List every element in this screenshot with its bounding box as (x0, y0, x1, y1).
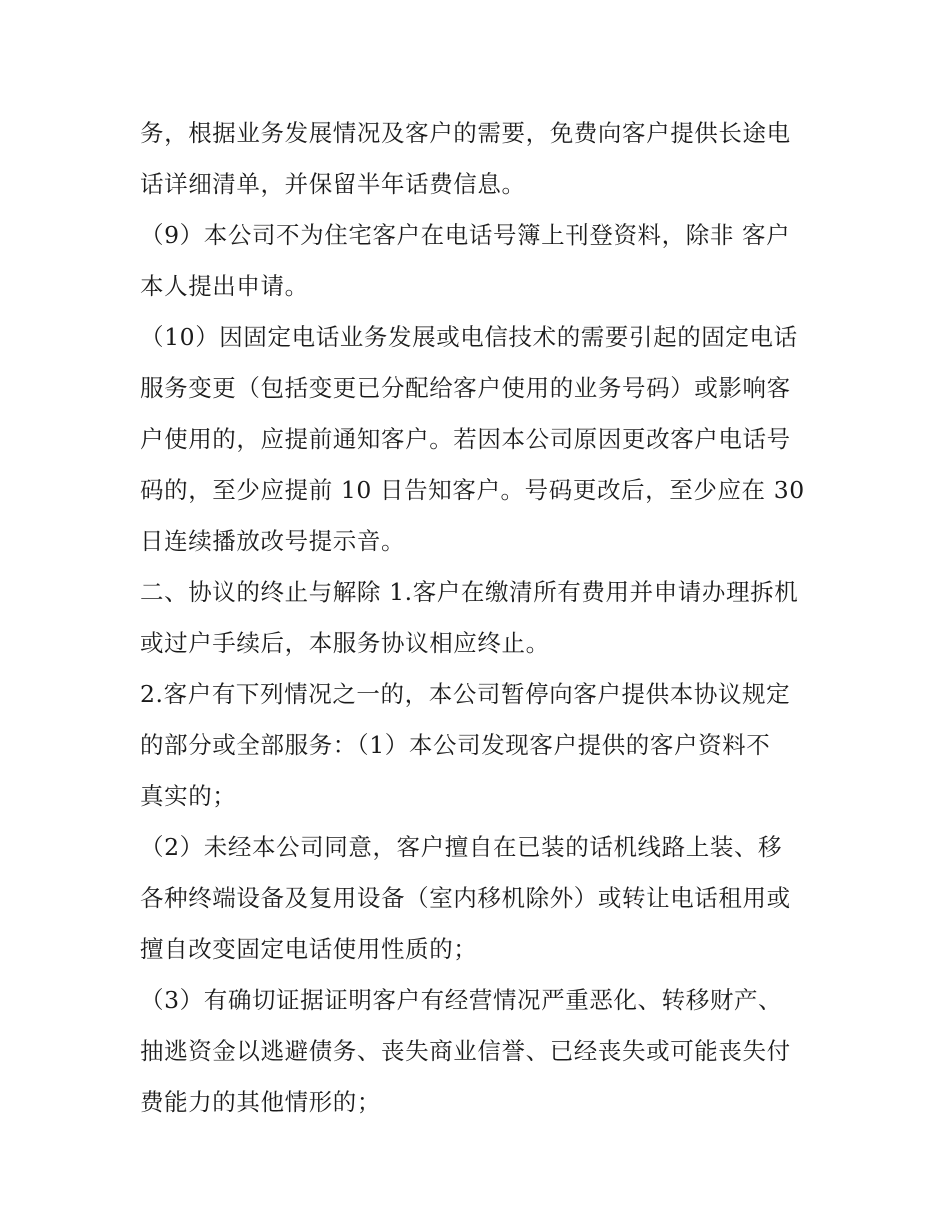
text-line: 的部分或全部服务：（1）本公司发现客户提供的客户资料不 (140, 731, 771, 759)
text-line: 抽逃资金以逃避债务、丧失商业信誉、已经丧失或可能丧失付 (140, 1037, 791, 1065)
document-body (140, 108, 820, 1128)
text-line: 户使用的，应提前通知客户。若因本公司原因更改客户电话号 (140, 425, 791, 453)
text-line: 或过户手续后，本服务协议相应终止。 (140, 629, 550, 657)
text-line: （9）本公司不为住宅客户在电话号簿上刊登资料，除非 客户 (140, 221, 791, 249)
text-line: 真实的； (140, 782, 237, 810)
text-line: 服务变更（包括变更已分配给客户使用的业务号码）或影响客 (140, 374, 791, 402)
text-line: 本人提出申请。 (140, 272, 309, 300)
text-line: （10）因固定电话业务发展或电信技术的需要引起的固定电话 (140, 323, 798, 351)
text-line: 费能力的其他情形的； (140, 1088, 381, 1116)
text-line: （3）有确切证据证明客户有经营情况严重恶化、转移财产、 (140, 986, 783, 1014)
text-line: 务，根据业务发展情况及客户的需要，免费向客户提供长途电 (140, 119, 791, 147)
text-line: 二、协议的终止与解除 1.客户在缴清所有费用并申请办理拆机 (140, 578, 799, 606)
text-line: 日连续播放改号提示音。 (140, 527, 406, 555)
text-line: （2）未经本公司同意，客户擅自在已装的话机线路上装、移 (140, 833, 783, 861)
text-line: 码的，至少应提前 10 日告知客户。号码更改后，至少应在 30 (140, 476, 805, 504)
text-line: 话详细清单，并保留半年话费信息。 (140, 170, 526, 198)
text-line: 2.客户有下列情况之一的，本公司暂停向客户提供本协议规定 (140, 680, 791, 708)
text-line: 各种终端设备及复用设备（室内移机除外）或转让电话租用或 (140, 884, 791, 912)
text-line: 擅自改变固定电话使用性质的； (140, 935, 478, 963)
